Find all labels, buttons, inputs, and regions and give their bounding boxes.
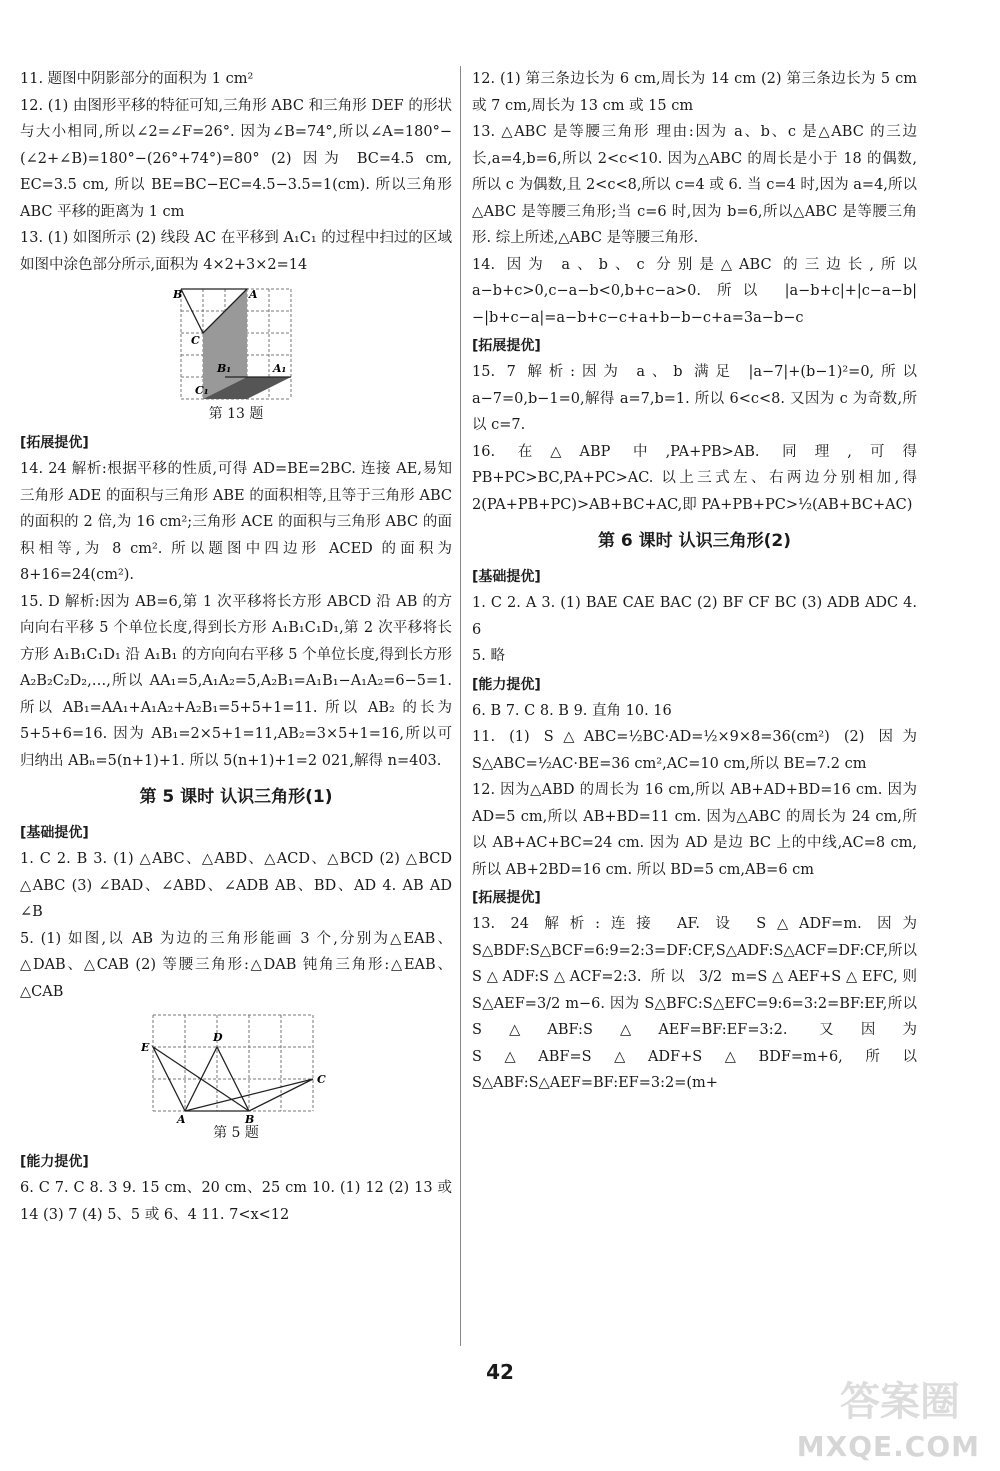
fig5-label-B: B	[245, 1113, 255, 1123]
right-column	[472, 66, 917, 1097]
fig5-label-D: D	[213, 1031, 223, 1044]
fig13-label-C: C	[191, 334, 200, 347]
answer-12: 12. (1) 由图形平移的特征可知,三角形 ABC 和三角形 DEF 的形状与大小相同,所以∠2=∠F=26°. 因为∠B=74°,所以∠A=180°−(∠2+∠B)=180°−(26°+74°)=80° (2) 因为 BC=4.5 cm, EC=3.5 cm, 所以 BE=BC−EC=4.5−3.5=1(cm). 所以三角形 ABC 平移的距离为 1 cm	[20, 97, 452, 220]
answer-13-right: 13. △ABC 是等腰三角形 理由:因为 a、b、c 是△ABC 的三边长,a=4,b=6,所以 2<c<10. 因为△ABC 的周长是小于 18 的偶数,所以 c 为偶数,且 2<c<8,所以 c=4 或 6. 当 c=4 时,因为 a=4,所以△ABC 是等腰三角形;当 c=6 时,因为 b=6,所以△ABC 是等腰三角形. 综上所述,△ABC 是等腰三角形.	[472, 124, 917, 246]
answer-12-right: 12. (1) 第三条边长为 6 cm,周长为 14 cm (2) 第三条边长为 5 cm 或 7 cm,周长为 13 cm 或 15 cm	[472, 71, 917, 114]
fig13-label-C1: C₁	[195, 384, 209, 397]
fig13-label-A1: A₁	[273, 362, 287, 375]
answer-13-lesson6: 13. 24 解析:连接 AF. 设 S△ADF=m. 因为 S△BDF:S△BCF=6:9=2:3=DF:CF,S△ADF:S△ACF=DF:CF,所以 S△ADF:S△ACF=2:3. 所以 3/2 m=S△AEF+S△EFC,则 S△AEF=3/2 m−6. 因为 S△BFC:S△EFC=9:6=3:2=BF:EF,所以 S△ABF:S△AEF=BF:EF=3:2. 又因为 S△ABF=S△ADF+S△BDF=m+6,所以 S△ABF:S△AEF=BF:EF=3:2=(m+	[472, 916, 917, 1091]
answer-16-right: 16. 在△ABP 中,PA+PB>AB. 同理,可得 PB+PC>BC,PA+PC>AC. 以上三式左、右两边分别相加,得 2(PA+PB+PC)>AB+BC+AC,即 PA+PB+PC>½(AB+BC+AC)	[472, 443, 917, 513]
fig13-label-A: A	[249, 288, 258, 301]
section-tag-ability-2: [能力提优]	[472, 676, 541, 693]
answer-13: 13. (1) 如图所示 (2) 线段 AC 在平移到 A₁C₁ 的过程中扫过的区域如图中涂色部分所示,面积为 4×2+3×2=14	[20, 230, 452, 273]
watermark: MXQE.COM	[796, 1430, 980, 1463]
fig5-label-A: A	[177, 1113, 186, 1123]
answer-15: 15. D 解析:因为 AB=6,第 1 次平移将长方形 ABCD 沿 AB 的方向向右平移 5 个单位长度,得到长方形 A₁B₁C₁D₁,第 2 次平移将长方形 A₁B₁C₁D₁ 沿 A₁B₁ 的方向向右平移 5 个单位长度,得到长方形 A₂B₂C₂D₂,…,所以 AA₁=5,A₁A₂=5,A₂B₁=A₁B₁−A₁A₂=6−5=1. 所以 AB₁=AA₁+A₁A₂+A₂B₁=5+5+1=11. 所以 AB₂ 的长为 5+5+6=16. 因为 AB₁=2×5+1=11,AB₂=3×5+1=16,所以可归纳出 ABₙ=5(n+1)+1. 所以 5(n+1)+1=2 021,解得 n=403.	[20, 593, 452, 769]
answer-14: 14. 24 解析:根据平移的性质,可得 AD=BE=2BC. 连接 AE,易知三角形 ADE 的面积与三角形 ABE 的面积相等,且等于三角形 ABC 的面积的 2 倍,为 16 cm²;三角形 ACE 的面积与三角形 ABC 的面积相等,为 8 cm². 所以题图中四边形 ACED 的面积为 8+16=24(cm²).	[20, 461, 452, 583]
fig13-label-B: B	[173, 288, 183, 301]
section-tag-extended: [拓展提优]	[20, 435, 89, 451]
answer-12-lesson6: 12. 因为△ABD 的周长为 16 cm,所以 AB+AD+BD=16 cm. 因为 AD=5 cm,所以 AB+BD=11 cm. 因为△ABC 的周长为 24 cm,所以 AB+AC+BC=24 cm. 因为 AD 是边 BC 上的中线,AC=8 cm,所以 AB+2BD=16 cm. 所以 BD=5 cm,AB=6 cm	[472, 782, 917, 878]
section-tag-extended-3: [拓展提优]	[472, 890, 541, 906]
figure-13	[171, 284, 301, 404]
column-divider	[460, 66, 461, 1346]
figure-5	[141, 1011, 331, 1123]
answer-14-right: 14. 因为 a、b、c 分别是△ABC 的三边长,所以 a−b+c>0,c−a−b<0,b+c−a>0. 所以 |a−b+c|+|c−a−b|−|b+c−a|=a−b+c−c+a+b−b−c+a=3a−b−c	[472, 256, 917, 326]
answers-1-4: 1. C 2. B 3. (1) △ABC、△ABD、△ACD、△BCD (2) △BCD △ABC (3) ∠BAD、∠ABD、∠ADB AB、BD、AD 4. AB AD ∠B	[20, 851, 452, 920]
lesson-6-heading: 第 6 课时 认识三角形(2)	[598, 531, 791, 551]
section-tag-ability: [能力提优]	[20, 1154, 89, 1170]
lesson-5-heading: 第 5 课时 认识三角形(1)	[139, 787, 333, 807]
answer-11-lesson6: 11. (1) S△ABC=½BC·AD=½×9×8=36(cm²) (2) 因为 S△ABC=½AC·BE=36 cm²,AC=10 cm,所以 BE=7.2 cm	[472, 729, 917, 772]
section-tag-basic-2: [基础提优]	[472, 569, 541, 585]
answer-5-lesson6: 5. 略	[472, 648, 505, 664]
answers-6-10-lesson6: 6. B 7. C 8. B 9. 直角 10. 16	[472, 702, 672, 719]
fig13-label-B1: B₁	[217, 362, 232, 375]
answers-1-4-lesson6: 1. C 2. A 3. (1) BAE CAE BAC (2) BF CF BC (3) ADB ADC 4. 6	[472, 595, 917, 638]
page-number: 42	[486, 1360, 514, 1384]
answer-11: 11. 题图中阴影部分的面积为 1 cm²	[20, 71, 254, 87]
fig5-label-E: E	[141, 1041, 150, 1054]
left-column	[20, 66, 452, 1228]
section-tag-extended-2: [拓展提优]	[472, 338, 541, 354]
answers-6-11: 6. C 7. C 8. 3 9. 15 cm、20 cm、25 cm 10. (1) 12 (2) 13 或 14 (3) 7 (4) 5、5 或 6、4 11. 7<x<12	[20, 1180, 452, 1223]
fig5-label-C: C	[317, 1073, 326, 1086]
answer-5: 5. (1) 如图,以 AB 为边的三角形能画 3 个,分别为△EAB、△DAB、△CAB (2) 等腰三角形:△DAB 钝角三角形:△EAB、△CAB	[20, 930, 452, 1000]
figure-13-caption: 第 13 题	[208, 406, 264, 422]
section-tag-basic: [基础提优]	[20, 825, 89, 841]
figure-5-caption: 第 5 题	[213, 1125, 259, 1141]
answer-15-right: 15. 7 解析:因为 a、b 满足 |a−7|+(b−1)²=0,所以 a−7=0,b−1=0,解得 a=7,b=1. 所以 6<c<8. 又因为 c 为奇数,所以 c=7.	[472, 364, 917, 433]
watermark-logo: 答案圈	[840, 1379, 960, 1425]
